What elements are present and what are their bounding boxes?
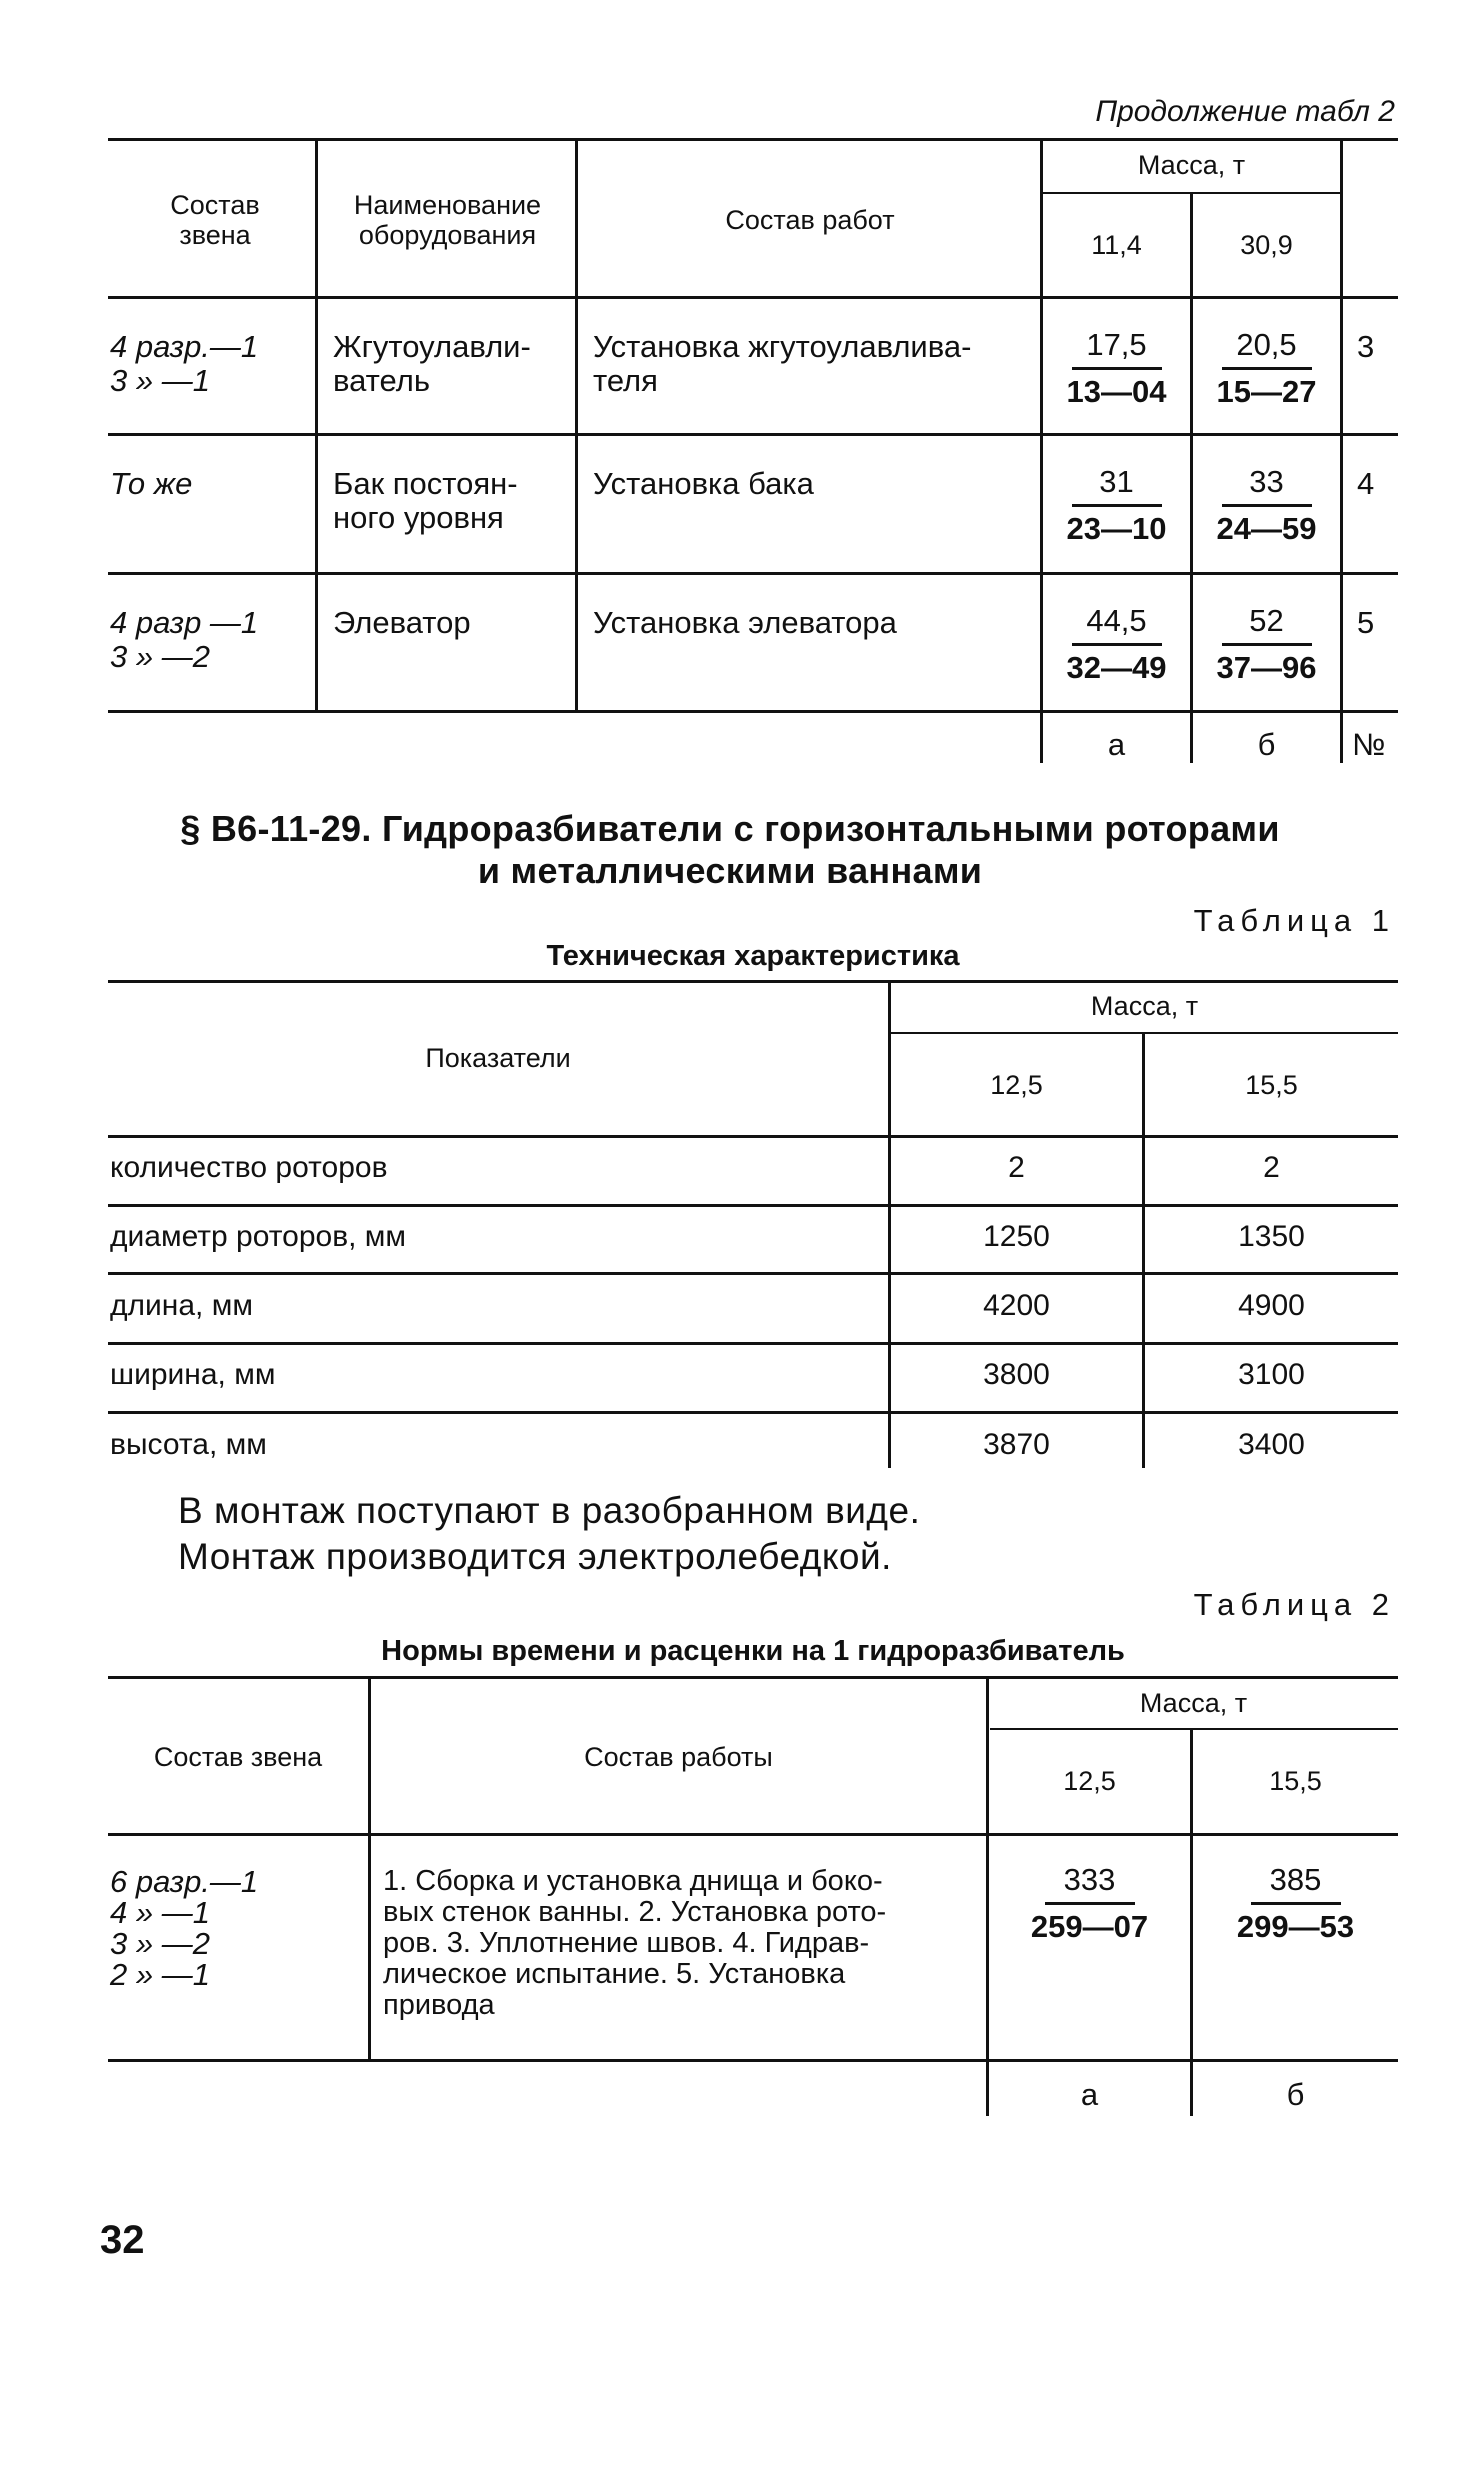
header-mass-a: 12,5 (1063, 1766, 1116, 1796)
header-mass: Масса, т (1090, 991, 1199, 1021)
rate-a: 17,5 13—04 (1066, 327, 1167, 409)
header-crew: Состав звена (170, 190, 260, 250)
table-row-crew: 4 разр.—1 3 » —1 (110, 329, 259, 398)
rate-a: 44,5 32—49 (1066, 603, 1167, 685)
column-letter-a: а (1080, 2077, 1099, 2112)
rate-b: 52 37—96 (1216, 603, 1317, 685)
column-letter-b: б (1257, 727, 1276, 762)
table-cell: 3800 (983, 1358, 1050, 1391)
header-mass-b: 15,5 (1269, 1766, 1322, 1796)
table-row-name: длина, мм (110, 1289, 253, 1322)
table-cell: 4200 (983, 1289, 1050, 1322)
table-row-crew: 6 разр.—1 4 » —1 3 » —2 2 » —1 (110, 1864, 259, 1992)
table-row-name: высота, мм (110, 1428, 267, 1461)
table-cell: 3870 (983, 1428, 1050, 1461)
table-row-work: Установка жгутоулавлива- теля (593, 329, 972, 398)
table-row-crew: То же (110, 466, 193, 501)
table-title: Техническая характеристика (546, 940, 960, 972)
header-crew: Состав звена (153, 1742, 323, 1772)
header-equipment: Наименование оборудования (353, 190, 542, 250)
column-letter-b: б (1286, 2077, 1305, 2112)
table-row-crew: 4 разр —1 3 » —2 (110, 605, 259, 674)
table-row-equipment: Жгутоулавли- ватель (333, 329, 531, 398)
header-mass-b: 15,5 (1245, 1070, 1298, 1100)
rate-b: 385 299—53 (1236, 1862, 1355, 1944)
header-mass-a: 11,4 (1091, 230, 1142, 260)
continuation-label: Продолжение табл 2 (1095, 95, 1395, 128)
row-number: 4 (1357, 466, 1375, 501)
table-cell: 2 (1263, 1151, 1280, 1184)
table-label: Таблица 1 (1193, 903, 1395, 938)
row-number: 5 (1357, 605, 1375, 640)
table-cell: 1350 (1238, 1220, 1305, 1253)
table-row-work: 1. Сборка и установка днища и боко- вых стенок ванны. 2. Установка рото- ров. 3. Уплотнение швов. 4. Гидрав- лическое испытание. 5. Установка привода (383, 1865, 887, 2021)
rate-a: 333 259—07 (1030, 1862, 1149, 1944)
table-row-name: диаметр роторов, мм (110, 1220, 407, 1253)
table-row-name: количество роторов (110, 1151, 388, 1184)
row-number: 3 (1357, 329, 1375, 364)
table-cell: 4900 (1238, 1289, 1305, 1322)
header-indicators: Показатели (425, 1043, 571, 1073)
header-work: Состав работы (584, 1742, 773, 1772)
header-mass: Масса, т (1139, 1688, 1248, 1718)
header-mass-b: 30,9 (1240, 230, 1293, 260)
table-title: Нормы времени и расценки на 1 гидроразбиватель (381, 1635, 1125, 1667)
page-number: 32 (100, 2218, 145, 2262)
column-number-sign: № (1352, 727, 1386, 762)
rate-b: 33 24—59 (1216, 464, 1317, 546)
table-row-equipment: Элеватор (333, 605, 471, 640)
table-row-work: Установка бака (593, 466, 814, 501)
table-row-name: ширина, мм (110, 1358, 276, 1391)
table-label: Таблица 2 (1193, 1587, 1395, 1622)
header-work: Состав работ (725, 205, 895, 235)
column-letter-a: а (1107, 727, 1126, 762)
table-row-work: Установка элеватора (593, 605, 897, 640)
table-cell: 3400 (1238, 1428, 1305, 1461)
rate-a: 31 23—10 (1066, 464, 1167, 546)
table-cell: 1250 (983, 1220, 1050, 1253)
rate-b: 20,5 15—27 (1216, 327, 1317, 409)
installation-notes: В монтаж поступают в разобранном виде. Монтаж производится электролебедкой. (178, 1490, 921, 1577)
section-title: § В6-11-29. Гидроразбиватели с горизонтальными роторами и металлическими ваннами (180, 808, 1280, 891)
table-cell: 2 (1008, 1151, 1025, 1184)
header-mass-a: 12,5 (990, 1070, 1043, 1100)
table-row-equipment: Бак постоян- ного уровня (333, 466, 518, 535)
table-cell: 3100 (1238, 1358, 1305, 1391)
header-mass: Масса, т (1137, 150, 1246, 180)
